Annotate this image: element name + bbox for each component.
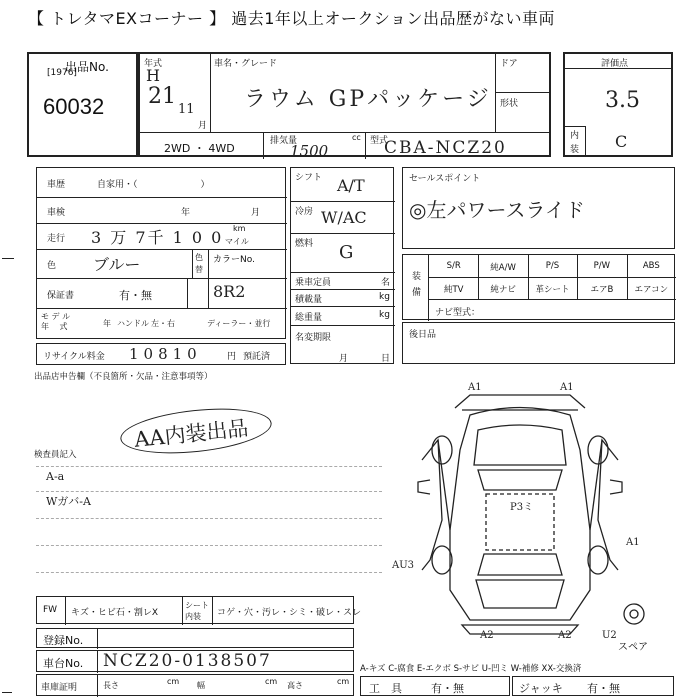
equipment-item-r2-3: エアB	[590, 285, 614, 295]
mark-7: AU3	[392, 560, 415, 571]
header-title: 【 トレタマEXコーナー 】 過去1年以上オークション出品歴がない車両	[28, 9, 556, 28]
equipment-item-r1-4: ABS	[642, 261, 660, 271]
equipment-label-2: 備	[412, 288, 422, 298]
year-label: 年式	[144, 59, 163, 69]
mark-4: A1	[626, 537, 640, 548]
recycle-value: 10810	[129, 345, 202, 363]
door-label: ドア	[500, 59, 518, 69]
cooler-value: W/AC	[321, 208, 367, 227]
cert-height: 高さ	[287, 681, 303, 690]
reki-value: 自家用・（ ）	[97, 180, 210, 190]
interior-value: C	[615, 132, 628, 151]
chassis-box	[36, 650, 354, 672]
report-value: AA内装出品	[133, 416, 250, 452]
report-label: 出品店申告欄（不良箇所・欠品・注意事項等）	[34, 372, 213, 382]
handle-label: ハンドル	[117, 319, 149, 328]
load-label: 積載量	[295, 295, 323, 305]
mark-8: U2	[602, 630, 617, 641]
defect-legend: A-キズ C-腐食 E-エクボ S-サビ U-凹ミ W-補修 XX-交換済	[360, 664, 582, 674]
cert-len-unit: cm	[167, 677, 180, 686]
atohin-box	[402, 322, 675, 364]
fuel-value: G	[339, 242, 354, 263]
shaken-year: 年	[181, 208, 191, 218]
tools-label: 工 具	[369, 682, 402, 695]
car-name: ラウム GPパッケージ	[244, 87, 492, 112]
expiry-unit2: 日	[381, 354, 391, 364]
mark-1: A1	[468, 382, 482, 393]
jack-value: 有・無	[587, 682, 620, 695]
equipment-item-r1-1: 純A/W	[490, 263, 516, 273]
chassis-value: NCZ20-0138507	[103, 651, 272, 671]
load-unit: kg	[379, 292, 390, 302]
cooler-label: 冷房	[295, 207, 314, 217]
sales-value: ◎左パワースライド	[409, 198, 585, 222]
displacement-label: 排気量	[270, 136, 298, 146]
jack-label: ジャッキ	[519, 682, 563, 695]
expiry-label: 名変期限	[295, 333, 332, 343]
cert-label: 車庫証明	[41, 683, 78, 693]
rating-label: 評価点	[601, 59, 629, 69]
recycle-unit: 円	[227, 352, 237, 362]
cert-len: 長さ	[103, 681, 119, 690]
displacement-unit: cc	[352, 133, 361, 142]
recycle-box	[36, 343, 286, 365]
chassis-label: 車台No.	[43, 657, 84, 670]
cert-width: 幅	[197, 681, 205, 690]
lot-tag: [1976]	[47, 68, 77, 78]
warranty-label: 保証書	[47, 291, 75, 301]
equipment-row-2	[429, 281, 676, 297]
navi-label: ナビ型式：	[435, 308, 481, 318]
equipment-item-r2-4: エアコン	[634, 285, 669, 295]
car-name-label: 車名・グレード	[214, 59, 278, 69]
color-no-label: カラーNo.	[213, 255, 255, 265]
color-label: 色	[47, 261, 57, 271]
mark-5: A2	[480, 630, 494, 641]
year-value: 21	[148, 84, 176, 109]
cert-height-unit: cm	[337, 677, 350, 686]
equipment-label-1: 装	[412, 272, 422, 282]
model-label: 型式	[370, 136, 389, 146]
tools-value: 有・無	[431, 682, 464, 695]
mark-6: A2	[558, 630, 572, 641]
color-value: ブルー	[93, 255, 141, 274]
seat-label-2: 内装	[185, 612, 201, 621]
sales-label: セールスポイント	[409, 174, 481, 184]
car-diagram	[390, 370, 680, 650]
reg-label: 登録No.	[43, 634, 84, 647]
year-month-unit: 月	[198, 121, 208, 131]
jack-box	[512, 676, 674, 696]
shift-label: シフト	[295, 173, 323, 183]
recycle-note: 預託済	[243, 352, 271, 362]
equipment-item-r1-2: P/S	[545, 261, 560, 271]
mile-unit: マイル	[225, 237, 249, 246]
year-month: 11	[178, 102, 195, 117]
equipment-item-r2-0: 純TV	[443, 285, 464, 295]
rating-score: 3.5	[605, 88, 640, 113]
expiry-unit: 月	[339, 354, 349, 364]
tools-box	[360, 676, 510, 696]
inspector-label: 検査員記入	[34, 450, 77, 460]
model-year-label-1: モ デ ル	[41, 312, 71, 321]
handle-value: 左・右	[151, 319, 175, 328]
dealer-label: ディーラー・並行	[207, 319, 271, 328]
year-era: H	[146, 66, 160, 85]
weight-unit: kg	[379, 310, 390, 320]
seat-value: コゲ・穴・汚レ・シミ・破レ・スレ	[217, 608, 362, 618]
recycle-label: リサイクル料金	[43, 352, 105, 362]
iro-label-2: 替	[195, 265, 203, 274]
fw-value: キズ・ヒビ石・割レX	[71, 608, 158, 618]
shaken-month: 月	[251, 208, 261, 218]
capacity-label: 乗車定員	[295, 278, 332, 288]
drive-value: 2WD ・ 4WD	[164, 142, 235, 155]
header-bar	[0, 0, 700, 34]
lot-number: 60032	[43, 94, 105, 119]
color-no-value: 8R2	[213, 282, 246, 301]
mark-2: A1	[560, 382, 574, 393]
history-box	[36, 167, 286, 339]
shaken-label: 車検	[47, 208, 66, 218]
equipment-item-r1-0: S/R	[446, 261, 461, 271]
model-year-label-2: 年 式	[41, 322, 68, 331]
cert-width-unit: cm	[265, 677, 278, 686]
model-value: CBA-NCZ20	[384, 138, 507, 158]
fuel-label: 燃料	[295, 239, 314, 249]
cert-box	[36, 674, 354, 696]
atohin-label: 後日品	[409, 330, 437, 340]
equipment-item-r1-3: P/W	[593, 261, 611, 271]
weight-label: 総重量	[295, 313, 323, 323]
model-year-unit: 年	[103, 319, 111, 328]
spare-label: スペア	[618, 642, 648, 653]
car-info-box	[138, 52, 551, 160]
reki-label: 車歴	[47, 180, 66, 190]
shift-value: A/T	[337, 176, 365, 195]
interior-label-1: 内	[570, 131, 580, 141]
equipment-item-r2-2: 革シート	[535, 285, 570, 295]
equipment-row-1	[429, 259, 676, 275]
equipment-box	[402, 254, 675, 320]
rating-box	[563, 52, 673, 157]
displacement-value: 1500	[290, 142, 329, 160]
warranty-value: 有・無	[119, 289, 152, 302]
lot-box	[27, 52, 138, 157]
mark-3: P3ミ	[510, 502, 534, 513]
fw-label: FW	[43, 605, 58, 615]
equipment-item-r2-1: 純ナビ	[490, 285, 516, 295]
mileage-value: 3 万 7千 1 0 0	[91, 228, 224, 247]
inspector-line-2: Wガバ-A	[46, 495, 91, 508]
mileage-label: 走行	[47, 234, 66, 244]
fw-box	[36, 596, 362, 624]
mech-box	[290, 167, 394, 364]
seat-label-1: シート	[185, 601, 209, 610]
shape-label: 形状	[500, 99, 519, 109]
sales-box	[402, 167, 675, 249]
iro-label-1: 色	[195, 253, 203, 262]
reg-box	[36, 628, 354, 648]
lot-label: 出品No.	[65, 60, 109, 74]
inspector-line-1: A-a	[46, 470, 65, 483]
km-unit: km	[233, 224, 246, 233]
capacity-unit: 名	[381, 278, 391, 288]
interior-label-2: 装	[570, 145, 580, 155]
